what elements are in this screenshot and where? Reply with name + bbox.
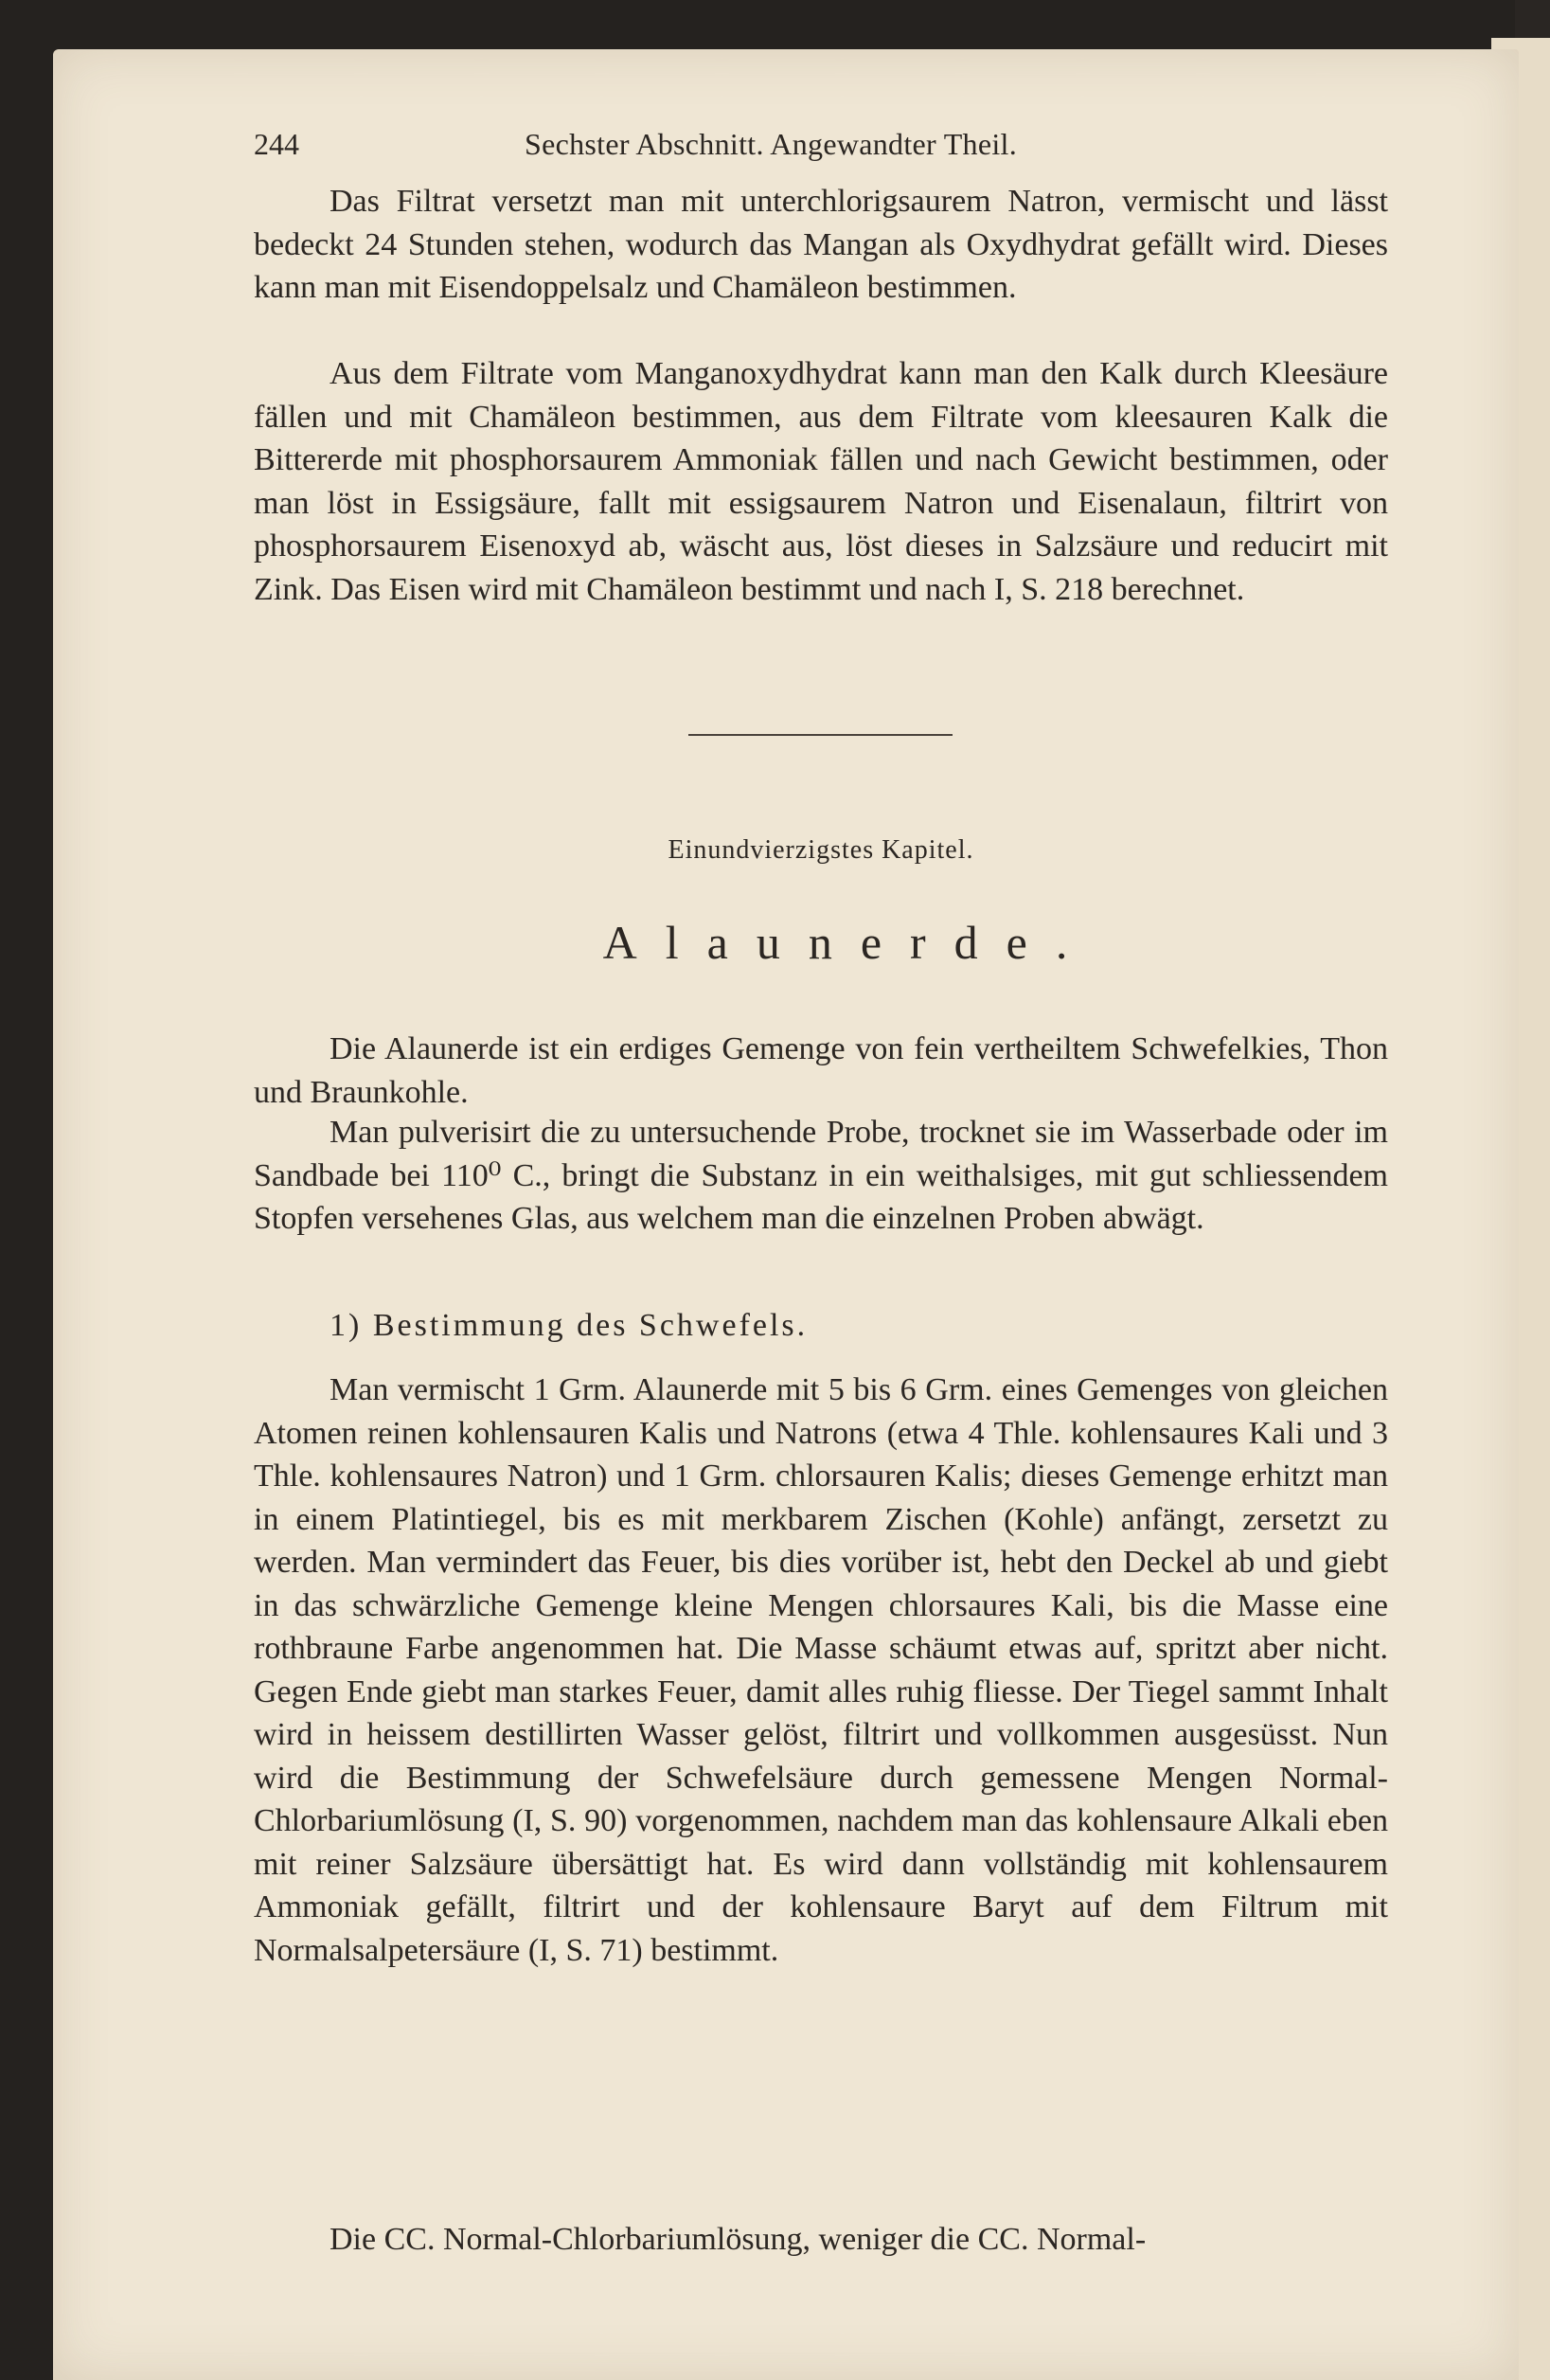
- page-number: 244: [254, 127, 299, 161]
- section-divider: [688, 734, 953, 736]
- paragraph-alaunerde-definition: Die Alaunerde ist ein erdiges Gemenge von fein vertheiltem Schwefelkies, Thon und Braunkohle.: [254, 1031, 1388, 1110]
- section-heading: 1) Bestimmung des Schwefels.: [330, 1308, 809, 1343]
- paragraph-continuation: Die CC. Normal-Chlorbariumlösung, weniger die CC. Normal-: [330, 2222, 1147, 2257]
- paragraph-filtrat: Das Filtrat versetzt man mit unterchlorigsaurem Natron, vermischt und lässt bedeckt 24 Stunden stehen, wodurch das Mangan als Oxydhydrat gefällt wird. Dieses kann man mit Eisendoppelsalz und Chamäleon bestimmen.: [254, 184, 1388, 305]
- paragraph-manganoxydhydrat: Aus dem Filtrate vom Manganoxydhydrat kann man den Kalk durch Kleesäure fällen und mit Chamäleon bestimmen, aus dem Filtrate vom kleesauren Kalk die Bittererde mit phosphorsaurem Ammoniak fällen und nach Gewicht bestimmen, oder man löst in Essigsäure, fallt mit essigsaurem Natron und Eisenalaun, filtrirt von phosphorsaurem Eisenoxyd ab, wäscht aus, löst dieses in Salzsäure und reducirt mit Zink. Das Eisen wird mit Chamäleon bestimmt und nach I, S. 218 berechnet.: [254, 356, 1388, 607]
- running-title: Sechster Abschnitt. Angewandter Theil.: [525, 127, 1018, 161]
- chapter-label: Einundvierzigstes Kapitel.: [668, 835, 974, 865]
- paragraph-probe-preparation: Man pulverisirt die zu untersuchende Probe, trocknet sie im Wasserbade oder im Sandbade bei 110⁰ C., bringt die Substanz in ein weithalsiges, mit gut schliessendem Stopfen versehenes Glas, aus welchem man die einzelnen Proben abwägt.: [254, 1115, 1388, 1236]
- page-header: [254, 127, 1388, 169]
- paragraph-schwefel-bestimmung: Man vermischt 1 Grm. Alaunerde mit 5 bis 6 Grm. eines Gemenges von gleichen Atomen reinen kohlensauren Kalis und Natrons (etwa 4 Thle. kohlensaures Kali und 3 Thle. kohlensaures Natron) und 1 Grm. chlorsauren Kalis; dieses Gemenge erhitzt man in einem Platintiegel, bis es mit merkbarem Zischen (Kohle) anfängt, zersetzt zu werden. Man vermindert das Feuer, bis dies vorüber ist, hebt den Deckel ab und giebt in das schwärzliche Gemenge kleine Mengen chlorsaures Kali, bis die Masse eine rothbraune Farbe angenommen hat. Die Masse schäumt etwas auf, spritzt aber nicht. Gegen Ende giebt man starkes Feuer, damit alles ruhig fliesse. Der Tiegel sammt Inhalt wird in heissem destillirten Wasser gelöst, filtrirt und vollkommen ausgesüsst. Nun wird die Bestimmung der Schwefelsäure durch gemessene Mengen Normal-Chlorbariumlösung (I, S. 90) vorgenommen, nachdem man das kohlensaure Alkali eben mit reiner Salzsäure übersättigt hat. Es wird dann vollständig mit kohlensaurem Ammoniak gefällt, filtrirt und der kohlensaure Baryt auf dem Filtrum mit Normalsalpetersäure (I, S. 71) bestimmt.: [254, 1372, 1388, 1968]
- chapter-title: Alaunerde.: [602, 916, 1096, 969]
